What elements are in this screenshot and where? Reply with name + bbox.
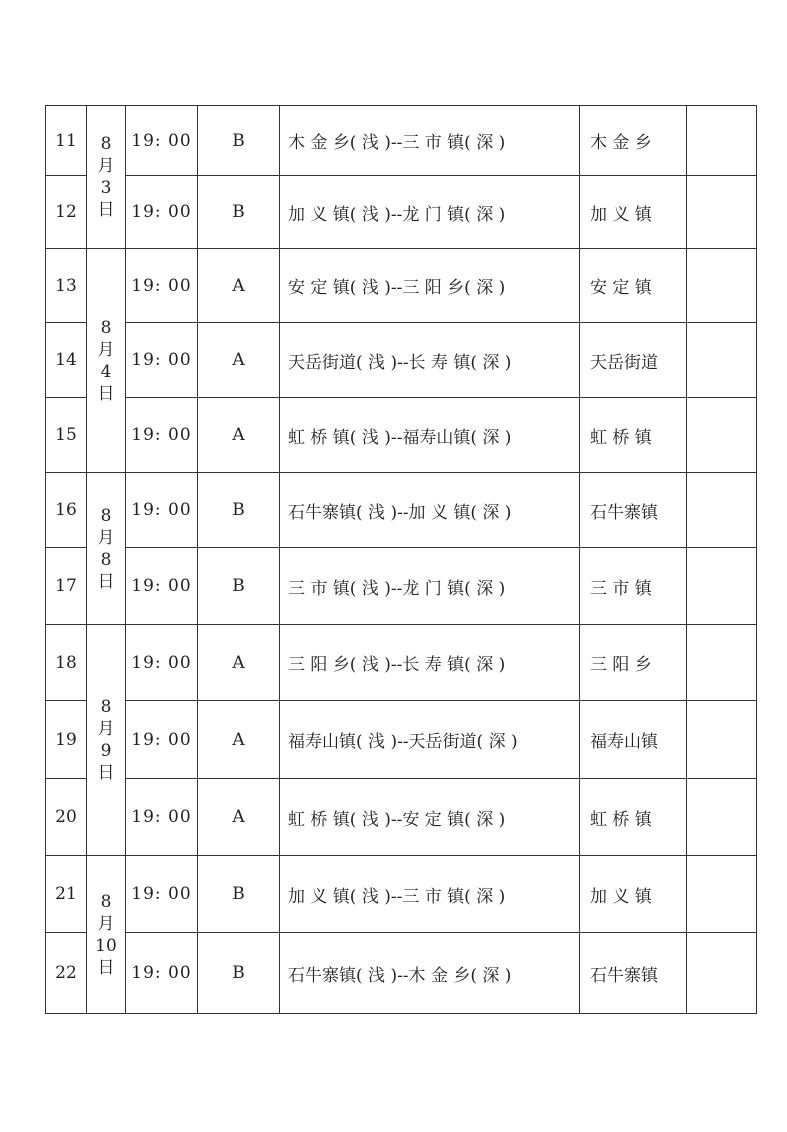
match-teams: 木 金 乡( 浅 )--三 市 镇( 深 ): [280, 106, 580, 176]
table-row: [46, 779, 757, 856]
table-row: [46, 473, 757, 548]
match-host: 加 义 镇: [580, 856, 687, 933]
table-row: [46, 106, 757, 176]
match-group: B: [198, 856, 280, 933]
match-group: A: [198, 249, 280, 323]
match-host: 虹 桥 镇: [580, 398, 687, 473]
table-row: [46, 323, 757, 398]
match-note: [687, 548, 757, 625]
match-note: [687, 701, 757, 779]
match-teams: 安 定 镇( 浅 )--三 阳 乡( 深 ): [280, 249, 580, 323]
match-date: 8 月 10 日: [87, 856, 126, 1014]
table-row: [46, 548, 757, 625]
match-teams: 福寿山镇( 浅 )--天岳街道( 深 ): [280, 701, 580, 779]
match-date: 8 月 9 日: [87, 625, 126, 856]
match-teams: 三 阳 乡( 浅 )--长 寿 镇( 深 ): [280, 625, 580, 701]
match-host: 石牛寨镇: [580, 933, 687, 1014]
match-group: B: [198, 548, 280, 625]
match-group: A: [198, 323, 280, 398]
match-group: A: [198, 779, 280, 856]
table-row: [46, 249, 757, 323]
match-note: [687, 106, 757, 176]
match-teams: 三 市 镇( 浅 )--龙 门 镇( 深 ): [280, 548, 580, 625]
table-row: [46, 856, 757, 933]
match-time: 19: 00: [126, 106, 198, 176]
table-row: [46, 176, 757, 249]
table-row: [46, 701, 757, 779]
match-time: 19: 00: [126, 856, 198, 933]
match-note: [687, 323, 757, 398]
match-group: A: [198, 398, 280, 473]
match-time: 19: 00: [126, 249, 198, 323]
match-time: 19: 00: [126, 323, 198, 398]
match-host: 天岳街道: [580, 323, 687, 398]
match-group: A: [198, 701, 280, 779]
match-group: B: [198, 473, 280, 548]
match-time: 19: 00: [126, 473, 198, 548]
match-host: 三 市 镇: [580, 548, 687, 625]
match-teams: 石牛寨镇( 浅 )--木 金 乡( 深 ): [280, 933, 580, 1014]
match-host: 安 定 镇: [580, 249, 687, 323]
match-time: 19: 00: [126, 933, 198, 1014]
match-number: 15: [46, 398, 87, 473]
match-group: B: [198, 176, 280, 249]
match-note: [687, 779, 757, 856]
match-number: 14: [46, 323, 87, 398]
match-time: 19: 00: [126, 176, 198, 249]
match-teams: 天岳街道( 浅 )--长 寿 镇( 深 ): [280, 323, 580, 398]
match-number: 22: [46, 933, 87, 1014]
match-teams: 石牛寨镇( 浅 )--加 义 镇( 深 ): [280, 473, 580, 548]
match-number: 12: [46, 176, 87, 249]
match-note: [687, 933, 757, 1014]
match-date: 8 月 3 日: [87, 106, 126, 249]
match-date: 8 月 4 日: [87, 249, 126, 473]
schedule-table: [45, 105, 757, 1014]
match-group: B: [198, 933, 280, 1014]
match-group: B: [198, 106, 280, 176]
match-time: 19: 00: [126, 548, 198, 625]
match-note: [687, 249, 757, 323]
table-row: [46, 933, 757, 1014]
match-group: A: [198, 625, 280, 701]
match-teams: 加 义 镇( 浅 )--三 市 镇( 深 ): [280, 856, 580, 933]
match-host: 三 阳 乡: [580, 625, 687, 701]
match-teams: 虹 桥 镇( 浅 )--安 定 镇( 深 ): [280, 779, 580, 856]
match-teams: 虹 桥 镇( 浅 )--福寿山镇( 深 ): [280, 398, 580, 473]
match-note: [687, 398, 757, 473]
match-number: 21: [46, 856, 87, 933]
match-time: 19: 00: [126, 701, 198, 779]
match-host: 石牛寨镇: [580, 473, 687, 548]
match-note: [687, 473, 757, 548]
match-host: 加 义 镇: [580, 176, 687, 249]
match-time: 19: 00: [126, 398, 198, 473]
match-number: 18: [46, 625, 87, 701]
match-number: 13: [46, 249, 87, 323]
match-number: 17: [46, 548, 87, 625]
match-number: 11: [46, 106, 87, 176]
match-host: 虹 桥 镇: [580, 779, 687, 856]
match-time: 19: 00: [126, 779, 198, 856]
match-number: 19: [46, 701, 87, 779]
match-host: 木 金 乡: [580, 106, 687, 176]
match-note: [687, 625, 757, 701]
table-row: [46, 398, 757, 473]
match-date: 8 月 8 日: [87, 473, 126, 625]
match-host: 福寿山镇: [580, 701, 687, 779]
match-note: [687, 176, 757, 249]
match-note: [687, 856, 757, 933]
match-time: 19: 00: [126, 625, 198, 701]
match-number: 16: [46, 473, 87, 548]
match-teams: 加 义 镇( 浅 )--龙 门 镇( 深 ): [280, 176, 580, 249]
match-number: 20: [46, 779, 87, 856]
table-row: [46, 625, 757, 701]
